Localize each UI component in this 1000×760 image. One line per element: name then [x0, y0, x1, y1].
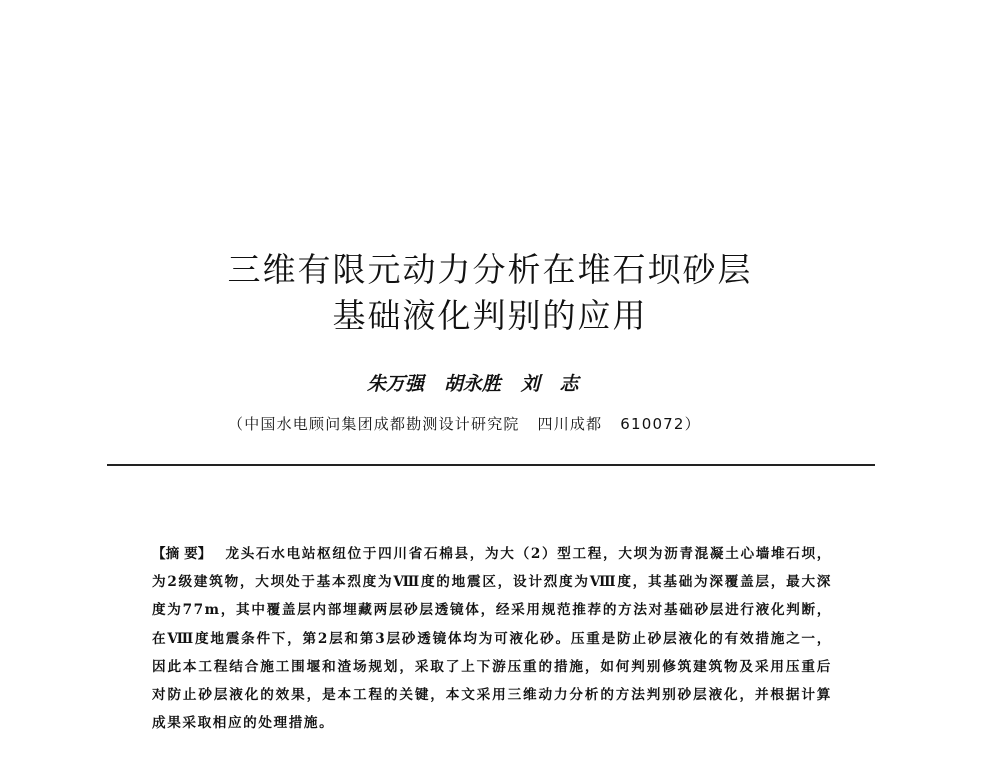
abstract-text: 龙头石水电站枢纽位于四川省石棉县，为大（2）型工程，大坝为沥青混凝土心墙堆石坝，为2级建筑物，大坝处于基本烈度为Ⅷ度的地震区，设计烈度为Ⅷ度，其基础为深覆盖层，最大深度为77m，其中覆盖层内部埋藏两层砂层透镜体，经采用规范推荐的方法对基础砂层进行液化判断，在Ⅷ度地震条件下，第2层和第3层砂透镜体均为可液化砂。压重是防止砂层液化的有效措施之一，因此本工程结合施工围堰和渣场规划，采取了上下游压重的措施，如何判别修筑建筑物及采用压重后对防止砂层液化的效果，是本工程的关键，本文采用三维动力分析的方法判别砂层液化，并根据计算成果采取相应的处理措施。 — [152, 546, 832, 732]
paper-title-line-2: 基础液化判别的应用 — [332, 296, 648, 335]
authors: 朱万强 胡永胜 刘 志 — [367, 373, 579, 395]
affiliation: （中国水电顾问集团成都勘测设计研究院 四川成都 610072） — [228, 415, 701, 433]
abstract-label: 【摘 要】 — [152, 546, 212, 562]
paper-title-line-1: 三维有限元动力分析在堆石坝砂层 — [227, 250, 753, 289]
header-divider — [107, 464, 875, 466]
abstract — [152, 540, 832, 737]
